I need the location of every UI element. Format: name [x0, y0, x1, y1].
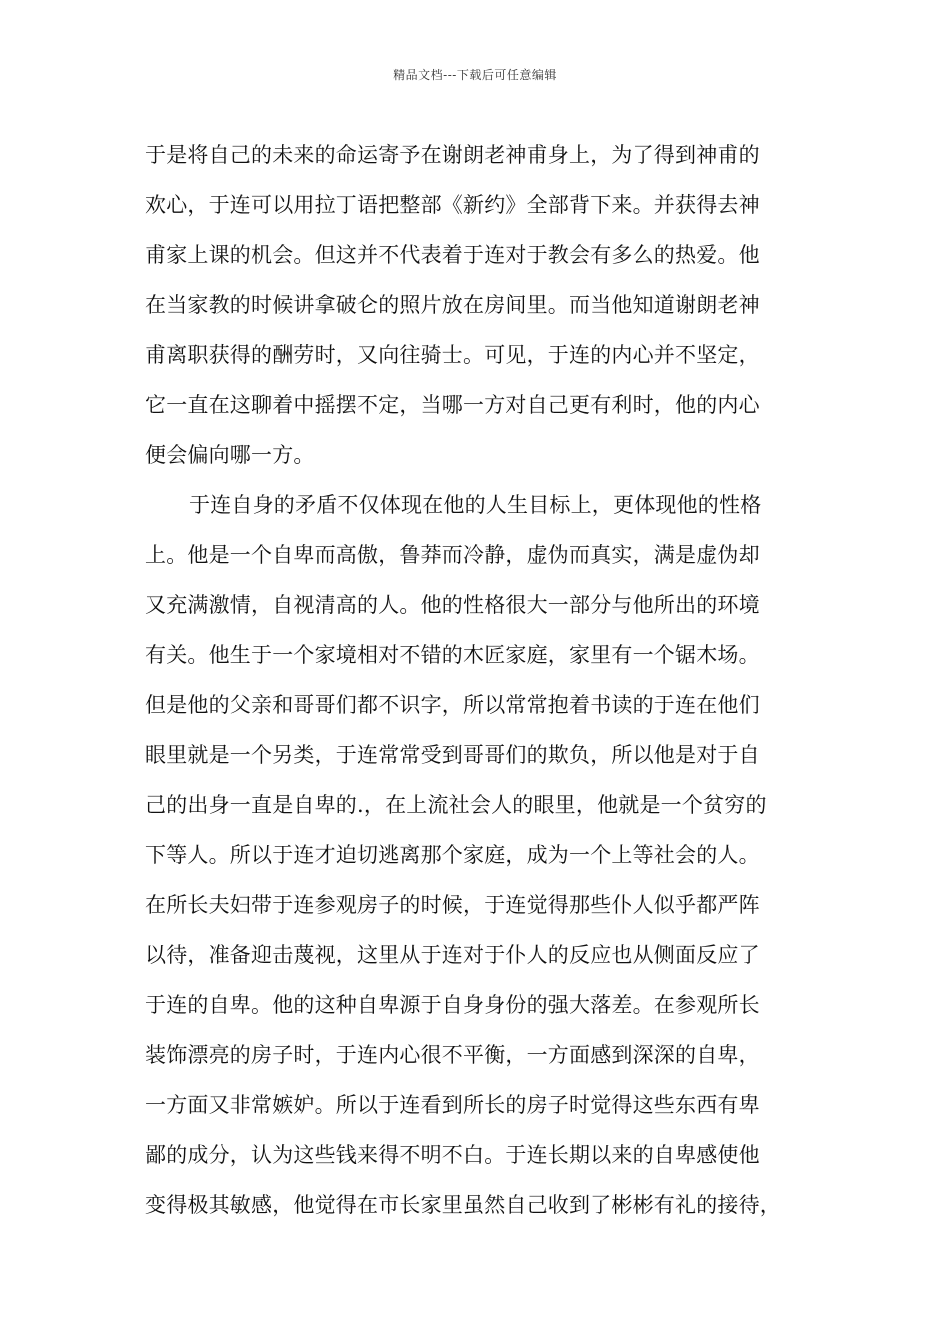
text-line: 甫离职获得的酬劳时，又向往骑士。可见，于连的内心并不坚定，	[145, 343, 760, 367]
text-line: 有关。他生于一个家境相对不错的木匠家庭，家里有一个锯木场。	[145, 643, 760, 667]
text-line: 以待，准备迎击蔑视，这里从于连对于仆人的反应也从侧面反应了	[145, 943, 760, 967]
text-line: 下等人。所以于连才迫切逃离那个家庭，成为一个上等社会的人。	[145, 843, 760, 867]
text-line: 装饰漂亮的房子时，于连内心很不平衡，一方面感到深深的自卑，	[145, 1043, 760, 1067]
text-line: 便会偏向哪一方。	[145, 443, 315, 467]
text-line: 眼里就是一个另类，于连常常受到哥哥们的欺负，所以他是对于自	[145, 743, 760, 767]
text-line: 于是将自己的未来的命运寄予在谢朗老神甫身上，为了得到神甫的	[145, 143, 760, 167]
text-line: 甫家上课的机会。但这并不代表着于连对于教会有多么的热爱。他	[145, 243, 760, 267]
text-line: 在所长夫妇带于连参观房子的时候，于连觉得那些仆人似乎都严阵	[145, 893, 760, 917]
text-line: 己的出身一直是自卑的.，在上流社会人的眼里，他就是一个贫穷的	[145, 793, 767, 817]
text-line: 上。他是一个自卑而高傲，鲁莽而冷静，虚伪而真实，满是虚伪却	[145, 543, 760, 567]
text-line: 于连的自卑。他的这种自卑源于自身身份的强大落差。在参观所长	[145, 993, 760, 1017]
text-line: 欢心，于连可以用拉丁语把整部《新约》全部背下来。并获得去神	[145, 193, 760, 217]
text-line: 一方面又非常嫉妒。所以于连看到所长的房子时觉得这些东西有卑	[145, 1093, 760, 1117]
text-line: 它一直在这聊着中摇摆不定，当哪一方对自己更有利时，他的内心	[145, 393, 760, 417]
paragraph-1	[145, 130, 825, 480]
text-line: 变得极其敏感，他觉得在市长家里虽然自己收到了彬彬有礼的接待，	[145, 1193, 781, 1217]
text-line: 鄙的成分，认为这些钱来得不明不白。于连长期以来的自卑感使他	[145, 1143, 760, 1167]
text-line: 但是他的父亲和哥哥们都不识字，所以常常抱着书读的于连在他们	[145, 693, 760, 717]
text-line-indented: 于连自身的矛盾不仅体现在他的人生目标上，更体现他的性格	[189, 493, 762, 517]
paragraph-2	[145, 480, 825, 1230]
page-header: 精品文档---下载后可任意编辑	[393, 68, 557, 82]
text-line: 在当家教的时候讲拿破仑的照片放在房间里。而当他知道谢朗老神	[145, 293, 760, 317]
document-body	[145, 130, 825, 1230]
text-line: 又充满激情，自视清高的人。他的性格很大一部分与他所出的环境	[145, 593, 760, 617]
